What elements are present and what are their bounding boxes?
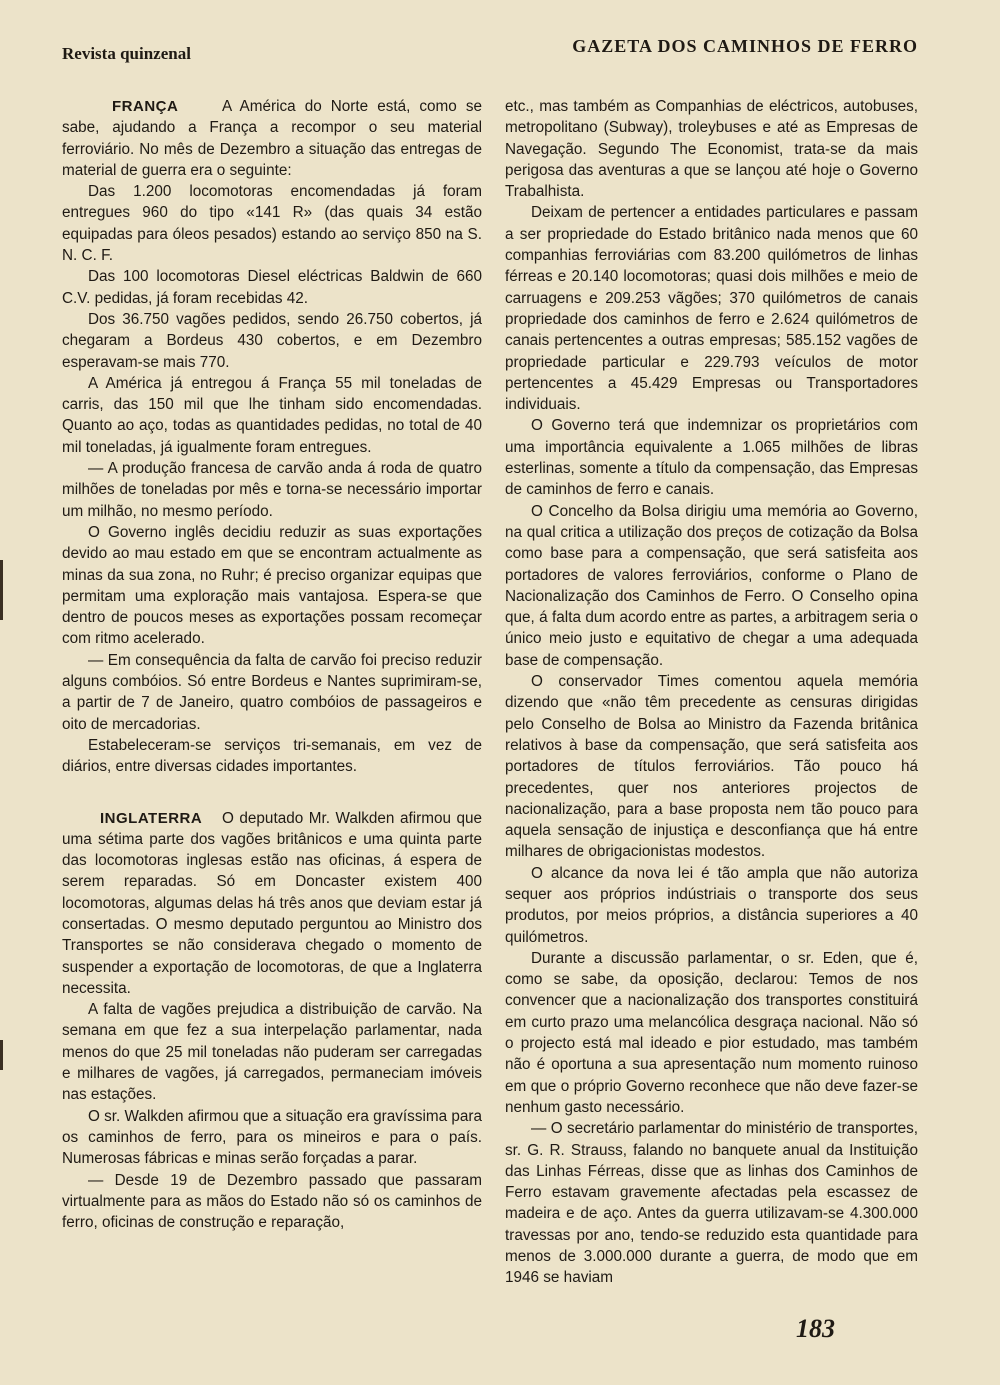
right-paragraph: — O secretário parlamentar do ministério de transportes, sr. G. R. Strauss, falando no banquete anual da Instituição das Linhas Férreas, disse que as linhas dos Caminhos de Ferro estavam gravemente afectadas pela escassez de madeira e de aço. Antes da guerra utilizavam-se 4.300.000 travessas por ano, tendo-se reduzido esta quantidade para menos de 3.000.000 durante a guerra, de modo que em 1946 se haviam	[505, 1120, 918, 1287]
right-paragraph: O conservador Times comentou aquela memória dizendo que «não têm precedente as censuras dirigidas pelo Conselho de Bolsa ao Ministro da Fazenda britânica relativos à base da compensação, que será satisfeita aos portadores de títulos ferroviários. Tão pouco há precedentes, quer nos anteriores projectos de nacionalização, para a base proposta nem tão pouco para aquela sensação de injustiça e desconfiança que há entre milhares de obrigacionistas modestos.	[505, 673, 918, 861]
left-column	[62, 96, 482, 1233]
right-paragraph: O Concelho da Bolsa dirigiu uma memória ao Governo, na qual critica a utilização dos preços de cotização da Bolsa como base para a compensação, que será satisfeita aos portadores de valores ferroviários, conforme o Plano de Nacionalização dos Caminhos de Ferro. O Conselho opina que, á falta dum acordo entre as partes, a arbitragem seria o único meio justo e equitativo de chegar a uma adequada base de compensação.	[505, 502, 918, 669]
header-right: GAZETA DOS CAMINHOS DE FERRO	[572, 36, 918, 56]
section-inglaterra	[62, 808, 482, 1000]
franca-paragraph: Das 1.200 locomotoras encomendadas já foram entregues 960 do tipo «141 R» (das quais 34 estão equipadas para óleos pesados) estando ao serviço 850 na S. N. C. F.	[62, 183, 482, 265]
right-paragraph: Deixam de pertencer a entidades particulares e passam a ser propriedade do Estado britânico nada menos que 60 companhias ferroviárias com 83.200 quilómetros de linhas férreas e 20.140 locomotoras; quasi dois milhões e meio de carruagens e 209.253 vãgões; 370 quilómetros de canais propriedade dos caminhos de ferro e 2.624 quilómetros de canais pertencentes a outras empresas; 585.152 vagões de propriedade particular e 229.793 veículos de motor pertencentes a 45.429 Empresas ou Transportadores individuais.	[505, 204, 918, 414]
scan-edge-mark	[0, 560, 3, 620]
section-heading-inglaterra: INGLATERRA	[100, 809, 203, 827]
header-left: Revista quinzenal	[62, 44, 191, 63]
right-column	[505, 96, 918, 1289]
inglaterra-paragraph: O sr. Walkden afirmou que a situação era gravíssima para os caminhos de ferro, para os mineiros e para o país. Numerosas fábricas e minas serão forçadas a parar.	[62, 1107, 482, 1168]
right-paragraph: etc., mas também as Companhias de eléctricos, autobuses, metropolitano (Subway), troleybuses e até as Empresas de Navegação. Segundo The Economist, trata-se da mais perigosa das aventuras a que se lançou até hoje o Governo Trabalhista.	[505, 98, 918, 201]
section-heading-franca: FRANÇA	[112, 98, 179, 115]
right-paragraph: O Governo terá que indemnizar os proprietários com uma importância equivalente a 1.065 milhões de libras esterlinas, somente a título da compensação, das Empresas de caminhos de ferro e canais.	[505, 417, 918, 499]
page-number: 183	[796, 1314, 835, 1343]
right-paragraph: Durante a discussão parlamentar, o sr. Eden, que é, como se sabe, da oposição, declarou: Temos de nos convencer que a nacionalização dos transportes constituirá em curto prazo uma melancólica desgraça nacional. Não só o projecto está mal ideado e pior estudado, mas também não é oportuna a sua apresentação num momento ruinoso em que o próprio Governo reconhece que não deve fazer-se nenhum gasto necessário.	[505, 949, 918, 1116]
inglaterra-lead-paragraph: O deputado Mr. Walkden afirmou que uma sétima parte dos vagões britânicos e uma quinta parte das locomotoras inglesas estão nas oficinas, á espera de serem reparadas. Só em Doncaster existem 400 locomotoras, algumas delas há três anos que deviam estar já consertadas. O mesmo deputado perguntou ao Ministro dos Transportes se não considerava chegado o momento de suspender a exportação de locomotoras, de que a Inglaterra necessita.	[62, 809, 482, 997]
inglaterra-paragraph: — Desde 19 de Dezembro passado que passaram virtualmente para as mãos do Estado não só os caminhos de ferro, oficinas de construção e reparação,	[62, 1171, 482, 1232]
section-gap	[62, 778, 482, 808]
inglaterra-paragraph: A falta de vagões prejudica a distribuição de carvão. Na semana em que fez a sua interpelação parlamentar, nada menos do que 25 mil toneladas não puderam ser carregadas e milhares de vagões, já carregados, permaneciam imóveis nas estações.	[62, 1001, 482, 1104]
right-paragraph: O alcance da nova lei é tão ampla que não autoriza sequer aos próprios indústriais o transporte dos seus produtos, por meios próprios, a distância superiores a 40 quilómetros.	[505, 864, 918, 946]
franca-paragraph: A América já entregou á França 55 mil toneladas de carris, das 150 mil que lhe tinham sido encomendadas. Quanto ao aço, todas as quantidades pedidas, no total de 40 mil toneladas, já igualmente foram entregues.	[62, 374, 482, 456]
franca-paragraph: — A produção francesa de carvão anda á roda de quatro milhões de toneladas por mês e torna-se necessário importar um milhão, no mesmo período.	[62, 460, 482, 520]
franca-lead-paragraph: A América do Norte está, como se sabe, ajudando a França a recompor o seu material ferroviário. No mês de Dezembro a situação das entregas de material de guerra era o seguinte:	[62, 98, 482, 179]
franca-paragraph: Estabeleceram-se serviços tri-semanais, em vez de diários, entre diversas cidades importantes.	[62, 736, 482, 776]
franca-paragraph: O Governo inglês decidiu reduzir as suas exportações devido ao mau estado em que se encontram actualmente as minas da sua zona, no Ruhr; é preciso organizar equipas que permitam uma exploração mais vantajosa. Espera-se que dentro de poucos meses as exportações possam recomeçar com ritmo acelerado.	[62, 523, 482, 648]
franca-paragraph: Dos 36.750 vagões pedidos, sendo 26.750 cobertos, já chegaram a Bordeus 430 cobertos, e em Dezembro esperavam-se mais 770.	[62, 310, 482, 371]
franca-paragraph: — Em consequência da falta de carvão foi preciso reduzir alguns combóios. Só entre Bordeus e Nantes suprimiram-se, a partir de 7 de Janeiro, quatro combóios de passageiros e oito de mercadorias.	[62, 651, 482, 733]
section-franca	[62, 96, 482, 181]
franca-paragraph: Das 100 locomotoras Diesel eléctricas Baldwin de 660 C.V. pedidas, já foram recebidas 42.	[62, 268, 482, 307]
scan-edge-mark	[0, 1040, 3, 1070]
